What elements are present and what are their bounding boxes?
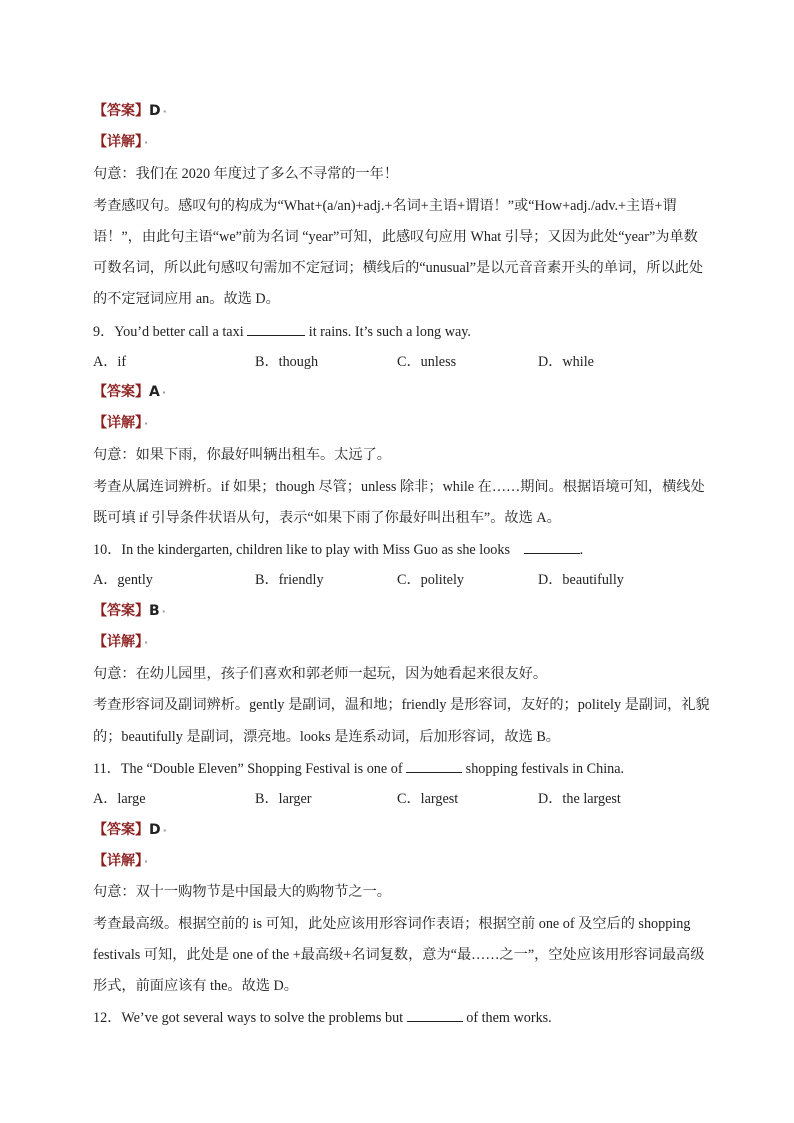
- answer-line: 【答案】B ·: [93, 603, 166, 619]
- analysis-line: 可数名词，所以此句感叹句需加不定冠词；横线后的“unusual”是以元音音素开头的单词，所以此处: [93, 260, 704, 276]
- option-c: C．largest: [397, 791, 459, 807]
- answer-label: 【答案】: [93, 603, 149, 619]
- answer-blank: [407, 1007, 463, 1022]
- answer-value: D: [149, 822, 161, 838]
- analysis-line: 的不定冠词应用 an。故选 D。: [93, 291, 280, 307]
- question-10: [93, 539, 703, 560]
- analysis-line: 的；beautifully 是副词，漂亮地。looks 是连系动词，后加形容词，故选 B。: [93, 729, 560, 745]
- option-a: A．large: [93, 791, 146, 807]
- question-text-after: .: [579, 542, 584, 558]
- sentence-meaning: 句意：在幼儿园里，孩子们喜欢和郭老师一起玩，因为她看起来很友好。: [93, 666, 548, 682]
- analysis-line: 考查感叹句。感叹句的构成为“What+(a/an)+adj.+名词+主语+谓语！”或“How+adj./adv.+主语+谓: [93, 198, 677, 214]
- question-12: [93, 1007, 703, 1028]
- detail-label-text: 【详解】: [93, 134, 142, 150]
- detail-label-text: 【详解】: [93, 634, 142, 650]
- detail-label: 【详解】 ·: [93, 134, 149, 150]
- option-c: C．politely: [397, 572, 464, 588]
- question-9: [93, 321, 703, 342]
- detail-label-text: 【详解】: [93, 853, 142, 869]
- question-text-before: 9．You’d better call a taxi: [93, 324, 244, 340]
- answer-line: 【答案】A ·: [93, 384, 167, 400]
- option-d: D．beautifully: [538, 572, 624, 588]
- sentence-meaning: 句意：双十一购物节是中国最大的购物节之一。: [93, 884, 391, 900]
- question-text-after: it rains. It’s such a long way.: [308, 324, 471, 340]
- sentence-meaning: 句意：我们在 2020 年度过了多么不寻常的一年！: [93, 166, 399, 182]
- analysis-line: 既可填 if 引导条件状语从句，表示“如果下雨了你最好叫出租车”。故选 A。: [93, 510, 561, 526]
- detail-label: 【详解】 ·: [93, 415, 149, 431]
- question-text-before: 10．In the kindergarten, children like to play with Miss Guo as she looks: [93, 542, 511, 558]
- answer-value: A: [149, 384, 160, 400]
- detail-label: 【详解】 ·: [93, 853, 149, 869]
- answer-line: 【答案】D ·: [93, 822, 167, 838]
- answer-label: 【答案】: [93, 384, 149, 400]
- option-d: D．while: [538, 354, 594, 370]
- answer-line: 【答案】D ·: [93, 103, 167, 119]
- answer-label: 【答案】: [93, 822, 149, 838]
- option-c: C．unless: [397, 354, 457, 370]
- answer-blank: [247, 321, 305, 336]
- answer-blank: [406, 758, 462, 773]
- option-b: B．larger: [255, 791, 312, 807]
- analysis-line: 考查最高级。根据空前的 is 可知，此处应该用形容词作表语；根据空前 one of 及空后的 shopping: [93, 916, 691, 932]
- answer-blank: [524, 539, 580, 554]
- option-a: A．if: [93, 354, 127, 370]
- question-text-after: shopping festivals in China.: [465, 761, 625, 777]
- question-text-before: 11．The “Double Eleven” Shopping Festival is one of: [93, 761, 403, 777]
- analysis-line: 考查形容词及副词辨析。gently 是副词，温和地；friendly 是形容词，友好的；politely 是副词，礼貌: [93, 697, 710, 713]
- option-b: B．though: [255, 354, 319, 370]
- question-11: [93, 758, 703, 779]
- answer-label: 【答案】: [93, 103, 149, 119]
- analysis-line: 形式，前面应该有 the。故选 D。: [93, 978, 298, 994]
- detail-label-text: 【详解】: [93, 415, 142, 431]
- analysis-line: 考查从属连词辨析。if 如果；though 尽管；unless 除非；while 在……期间。根据语境可知，横线处: [93, 479, 705, 495]
- question-text-before: 12．We’ve got several ways to solve the problems but: [93, 1010, 404, 1026]
- option-d: D．the largest: [538, 791, 621, 807]
- answer-value: D: [149, 103, 161, 119]
- sentence-meaning: 句意：如果下雨，你最好叫辆出租车。太远了。: [93, 447, 391, 463]
- analysis-line: festivals 可知，此处是 one of the +最高级+名词复数，意为“最……之一”，空处应该用形容词最高级: [93, 947, 705, 963]
- question-text-after: of them works.: [466, 1010, 552, 1026]
- option-a: A．gently: [93, 572, 153, 588]
- detail-label: 【详解】 ·: [93, 634, 149, 650]
- analysis-line: 语！”，由此句主语“we”前为名词 “year”可知，此感叹句应用 What 引导；又因为此处“year”为单数: [93, 229, 698, 245]
- answer-value: B: [149, 603, 160, 619]
- option-b: B．friendly: [255, 572, 324, 588]
